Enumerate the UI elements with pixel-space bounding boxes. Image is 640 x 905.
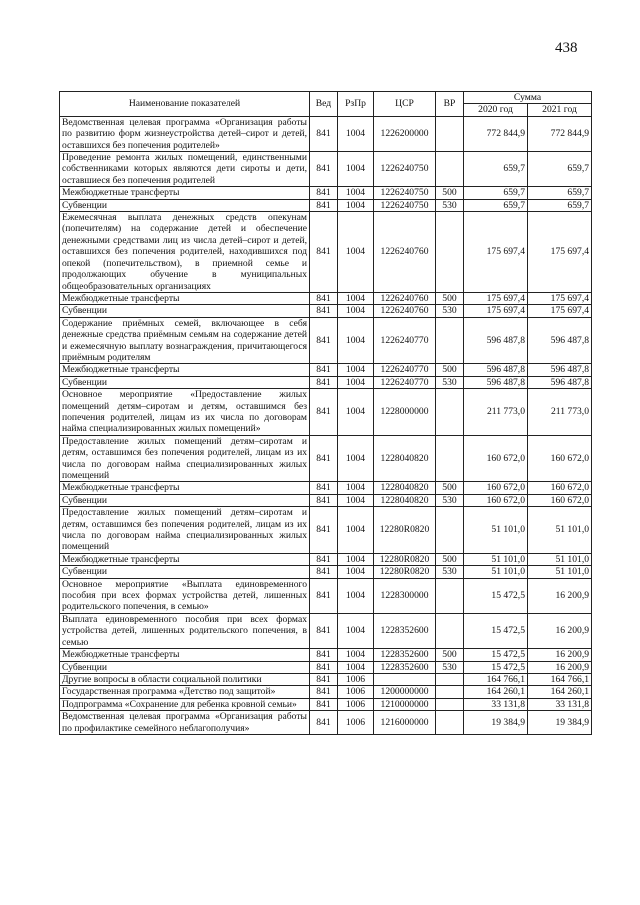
row-ved: 841 bbox=[310, 553, 338, 565]
row-sum-2021: 175 697,4 bbox=[528, 292, 592, 304]
row-ved: 841 bbox=[310, 698, 338, 710]
table-row bbox=[60, 566, 592, 578]
row-rzpr: 1004 bbox=[338, 152, 374, 187]
row-csr: 1226200000 bbox=[374, 116, 436, 151]
row-rzpr: 1004 bbox=[338, 613, 374, 648]
row-vr: 500 bbox=[436, 187, 464, 199]
row-name: Проведение ремонта жилых помещений, единственными собственниками которых являются дети сироты и дети, оставшиеся без попечения родителей bbox=[60, 152, 310, 187]
row-csr: 12280R0820 bbox=[374, 566, 436, 578]
row-csr: 1226240770 bbox=[374, 376, 436, 388]
table-row bbox=[60, 661, 592, 673]
row-rzpr: 1004 bbox=[338, 507, 374, 554]
header-year-2020: 2020 год bbox=[464, 104, 528, 116]
row-sum-2021: 16 200,9 bbox=[528, 649, 592, 661]
row-sum-2020: 160 672,0 bbox=[464, 435, 528, 482]
row-rzpr: 1004 bbox=[338, 212, 374, 293]
row-sum-2020: 659,7 bbox=[464, 152, 528, 187]
row-sum-2020: 175 697,4 bbox=[464, 305, 528, 317]
table-row bbox=[60, 686, 592, 698]
row-ved: 841 bbox=[310, 649, 338, 661]
row-vr: 500 bbox=[436, 364, 464, 376]
header-vr: ВР bbox=[436, 92, 464, 117]
row-csr: 1226240760 bbox=[374, 292, 436, 304]
table-row bbox=[60, 212, 592, 293]
table-row bbox=[60, 116, 592, 151]
row-vr bbox=[436, 673, 464, 685]
table-row bbox=[60, 613, 592, 648]
row-vr bbox=[436, 698, 464, 710]
row-sum-2021: 16 200,9 bbox=[528, 613, 592, 648]
table-body bbox=[60, 116, 592, 734]
row-csr: 1226240770 bbox=[374, 364, 436, 376]
row-ved: 841 bbox=[310, 317, 338, 364]
row-sum-2020: 51 101,0 bbox=[464, 566, 528, 578]
header-row bbox=[60, 92, 592, 104]
table-row bbox=[60, 711, 592, 735]
row-csr: 12280R0820 bbox=[374, 507, 436, 554]
header-rzpr: РзПр bbox=[338, 92, 374, 117]
row-ved: 841 bbox=[310, 305, 338, 317]
row-name: Основное мероприятие «Выплата единовременного пособия при всех формах устройства детей, лишенных родительского попечения, в семью» bbox=[60, 578, 310, 613]
row-sum-2020: 175 697,4 bbox=[464, 292, 528, 304]
row-ved: 841 bbox=[310, 482, 338, 494]
row-rzpr: 1004 bbox=[338, 661, 374, 673]
row-csr: 1226240750 bbox=[374, 199, 436, 211]
row-vr bbox=[436, 711, 464, 735]
row-rzpr: 1004 bbox=[338, 187, 374, 199]
row-sum-2020: 164 766,1 bbox=[464, 673, 528, 685]
table-row bbox=[60, 482, 592, 494]
row-sum-2020: 164 260,1 bbox=[464, 686, 528, 698]
row-csr: 1228352600 bbox=[374, 613, 436, 648]
row-vr: 500 bbox=[436, 482, 464, 494]
row-sum-2021: 164 766,1 bbox=[528, 673, 592, 685]
row-rzpr: 1004 bbox=[338, 578, 374, 613]
table-row bbox=[60, 152, 592, 187]
row-name: Межбюджетные трансферты bbox=[60, 364, 310, 376]
row-csr: 1210000000 bbox=[374, 698, 436, 710]
row-ved: 841 bbox=[310, 566, 338, 578]
row-name: Государственная программа «Детство под защитой» bbox=[60, 686, 310, 698]
row-name: Предоставление жилых помещений детям–сиротам и детям, оставшимся без попечения родителей, лицам из их числа по договорам найма специализированных жилых помещений bbox=[60, 507, 310, 554]
header-csr: ЦСР bbox=[374, 92, 436, 117]
row-name: Субвенции bbox=[60, 305, 310, 317]
row-vr: 530 bbox=[436, 376, 464, 388]
row-csr bbox=[374, 673, 436, 685]
table-row bbox=[60, 199, 592, 211]
header-name: Наименование показателей bbox=[60, 92, 310, 117]
row-ved: 841 bbox=[310, 199, 338, 211]
row-ved: 841 bbox=[310, 292, 338, 304]
row-vr bbox=[436, 389, 464, 436]
row-ved: 841 bbox=[310, 187, 338, 199]
row-sum-2021: 51 101,0 bbox=[528, 566, 592, 578]
row-csr: 12280R0820 bbox=[374, 553, 436, 565]
row-name: Предоставление жилых помещений детям–сиротам и детям, оставшимся без попечения родителей, лицам из их числа по договорам найма специализированных жилых помещений bbox=[60, 435, 310, 482]
table-row bbox=[60, 364, 592, 376]
row-sum-2020: 15 472,5 bbox=[464, 649, 528, 661]
header-sum: Сумма bbox=[464, 92, 592, 104]
row-ved: 841 bbox=[310, 673, 338, 685]
table-row bbox=[60, 649, 592, 661]
row-name: Межбюджетные трансферты bbox=[60, 187, 310, 199]
row-name: Основное мероприятие «Предоставление жилых помещений детям–сиротам и детям, оставшимся без попечения родителей, лицам из их числа по договорам найма специализированных жилых помещений» bbox=[60, 389, 310, 436]
row-ved: 841 bbox=[310, 661, 338, 673]
row-rzpr: 1004 bbox=[338, 649, 374, 661]
row-csr: 1226240760 bbox=[374, 212, 436, 293]
row-csr: 1226240750 bbox=[374, 152, 436, 187]
table-row bbox=[60, 389, 592, 436]
row-sum-2021: 211 773,0 bbox=[528, 389, 592, 436]
row-sum-2021: 51 101,0 bbox=[528, 507, 592, 554]
table-row bbox=[60, 376, 592, 388]
row-vr bbox=[436, 507, 464, 554]
row-sum-2021: 596 487,8 bbox=[528, 317, 592, 364]
row-rzpr: 1004 bbox=[338, 389, 374, 436]
row-csr: 1226240750 bbox=[374, 187, 436, 199]
row-vr bbox=[436, 212, 464, 293]
row-ved: 841 bbox=[310, 389, 338, 436]
row-sum-2020: 160 672,0 bbox=[464, 482, 528, 494]
row-sum-2021: 160 672,0 bbox=[528, 482, 592, 494]
row-name: Подпрограмма «Сохранение для ребенка кровной семьи» bbox=[60, 698, 310, 710]
row-rzpr: 1004 bbox=[338, 494, 374, 506]
row-name: Субвенции bbox=[60, 661, 310, 673]
row-ved: 841 bbox=[310, 212, 338, 293]
row-sum-2020: 51 101,0 bbox=[464, 507, 528, 554]
row-rzpr: 1004 bbox=[338, 553, 374, 565]
row-name: Межбюджетные трансферты bbox=[60, 553, 310, 565]
row-name: Субвенции bbox=[60, 566, 310, 578]
row-name: Межбюджетные трансферты bbox=[60, 292, 310, 304]
row-sum-2020: 211 773,0 bbox=[464, 389, 528, 436]
row-sum-2021: 160 672,0 bbox=[528, 435, 592, 482]
row-sum-2021: 16 200,9 bbox=[528, 661, 592, 673]
page-number: 438 bbox=[555, 40, 578, 56]
row-name: Субвенции bbox=[60, 199, 310, 211]
row-sum-2021: 33 131,8 bbox=[528, 698, 592, 710]
row-sum-2021: 160 672,0 bbox=[528, 494, 592, 506]
row-ved: 841 bbox=[310, 494, 338, 506]
table-row bbox=[60, 317, 592, 364]
row-vr: 500 bbox=[436, 292, 464, 304]
row-sum-2021: 51 101,0 bbox=[528, 553, 592, 565]
row-sum-2021: 175 697,4 bbox=[528, 212, 592, 293]
table-row bbox=[60, 305, 592, 317]
row-sum-2020: 33 131,8 bbox=[464, 698, 528, 710]
row-sum-2021: 596 487,8 bbox=[528, 376, 592, 388]
row-csr: 1216000000 bbox=[374, 711, 436, 735]
row-vr bbox=[436, 578, 464, 613]
row-sum-2020: 596 487,8 bbox=[464, 364, 528, 376]
row-rzpr: 1004 bbox=[338, 376, 374, 388]
row-csr: 1200000000 bbox=[374, 686, 436, 698]
row-ved: 841 bbox=[310, 507, 338, 554]
row-rzpr: 1004 bbox=[338, 482, 374, 494]
table-row bbox=[60, 698, 592, 710]
row-vr: 530 bbox=[436, 494, 464, 506]
table-row bbox=[60, 578, 592, 613]
row-name: Ежемесячная выплата денежных средств опекунам (попечителям) на содержание детей и обеспечение денежными средствами лиц из числа детей–сирот и детей, оставшихся без попечения родителей, находившихся под опекой (попечительством), в приемной семье и продолжающих обучение в муниципальных общеобразовательных организациях bbox=[60, 212, 310, 293]
row-name: Межбюджетные трансферты bbox=[60, 649, 310, 661]
row-name: Субвенции bbox=[60, 376, 310, 388]
row-vr bbox=[436, 686, 464, 698]
row-sum-2021: 175 697,4 bbox=[528, 305, 592, 317]
row-csr: 1228352600 bbox=[374, 649, 436, 661]
row-ved: 841 bbox=[310, 578, 338, 613]
row-sum-2020: 772 844,9 bbox=[464, 116, 528, 151]
row-vr: 500 bbox=[436, 553, 464, 565]
row-sum-2020: 19 384,9 bbox=[464, 711, 528, 735]
row-sum-2020: 15 472,5 bbox=[464, 661, 528, 673]
row-name: Выплата единовременного пособия при всех формах устройства детей, лишенных родительского попечения, в семью bbox=[60, 613, 310, 648]
row-vr bbox=[436, 317, 464, 364]
row-csr: 1226240760 bbox=[374, 305, 436, 317]
row-rzpr: 1006 bbox=[338, 711, 374, 735]
row-sum-2021: 596 487,8 bbox=[528, 364, 592, 376]
header-ved: Вед bbox=[310, 92, 338, 117]
row-vr: 530 bbox=[436, 661, 464, 673]
row-vr bbox=[436, 613, 464, 648]
row-csr: 1228040820 bbox=[374, 494, 436, 506]
row-name: Субвенции bbox=[60, 494, 310, 506]
row-rzpr: 1004 bbox=[338, 116, 374, 151]
row-sum-2020: 51 101,0 bbox=[464, 553, 528, 565]
row-rzpr: 1006 bbox=[338, 673, 374, 685]
table-row bbox=[60, 507, 592, 554]
row-rzpr: 1004 bbox=[338, 292, 374, 304]
row-vr: 530 bbox=[436, 199, 464, 211]
row-csr: 1228352600 bbox=[374, 661, 436, 673]
row-name: Межбюджетные трансферты bbox=[60, 482, 310, 494]
row-sum-2020: 596 487,8 bbox=[464, 376, 528, 388]
row-sum-2021: 659,7 bbox=[528, 187, 592, 199]
row-vr: 530 bbox=[436, 566, 464, 578]
row-sum-2021: 19 384,9 bbox=[528, 711, 592, 735]
row-sum-2020: 659,7 bbox=[464, 199, 528, 211]
row-name: Ведомственная целевая программа «Организация работы по развитию форм жизнеустройства детей–сирот и детей, оставшихся без попечения родителей» bbox=[60, 116, 310, 151]
row-name: Содержание приёмных семей, включающее в себя денежные средства приёмным семьям на содержание детей и ежемесячную выплату вознаграждения, причитающегося приёмным родителям bbox=[60, 317, 310, 364]
table-row bbox=[60, 435, 592, 482]
row-ved: 841 bbox=[310, 711, 338, 735]
row-sum-2020: 175 697,4 bbox=[464, 212, 528, 293]
row-rzpr: 1004 bbox=[338, 305, 374, 317]
row-sum-2021: 659,7 bbox=[528, 199, 592, 211]
row-sum-2021: 164 260,1 bbox=[528, 686, 592, 698]
table-row bbox=[60, 494, 592, 506]
budget-table bbox=[59, 91, 592, 735]
row-sum-2021: 772 844,9 bbox=[528, 116, 592, 151]
row-ved: 841 bbox=[310, 686, 338, 698]
row-sum-2020: 596 487,8 bbox=[464, 317, 528, 364]
table-row bbox=[60, 187, 592, 199]
row-sum-2021: 659,7 bbox=[528, 152, 592, 187]
row-rzpr: 1006 bbox=[338, 686, 374, 698]
row-ved: 841 bbox=[310, 435, 338, 482]
row-sum-2020: 659,7 bbox=[464, 187, 528, 199]
row-csr: 1228300000 bbox=[374, 578, 436, 613]
row-ved: 841 bbox=[310, 116, 338, 151]
row-sum-2021: 16 200,9 bbox=[528, 578, 592, 613]
row-csr: 1226240770 bbox=[374, 317, 436, 364]
row-rzpr: 1006 bbox=[338, 698, 374, 710]
row-ved: 841 bbox=[310, 152, 338, 187]
row-csr: 1228000000 bbox=[374, 389, 436, 436]
row-sum-2020: 160 672,0 bbox=[464, 494, 528, 506]
row-ved: 841 bbox=[310, 613, 338, 648]
table-row bbox=[60, 673, 592, 685]
row-vr: 530 bbox=[436, 305, 464, 317]
row-sum-2020: 15 472,5 bbox=[464, 613, 528, 648]
row-csr: 1228040820 bbox=[374, 482, 436, 494]
row-rzpr: 1004 bbox=[338, 566, 374, 578]
row-rzpr: 1004 bbox=[338, 317, 374, 364]
row-ved: 841 bbox=[310, 376, 338, 388]
header-year-2021: 2021 год bbox=[528, 104, 592, 116]
table-row bbox=[60, 553, 592, 565]
row-vr: 500 bbox=[436, 649, 464, 661]
row-vr bbox=[436, 435, 464, 482]
row-sum-2020: 15 472,5 bbox=[464, 578, 528, 613]
row-csr: 1228040820 bbox=[374, 435, 436, 482]
row-rzpr: 1004 bbox=[338, 435, 374, 482]
row-name: Ведомственная целевая программа «Организация работы по профилактике семейного неблагополучия» bbox=[60, 711, 310, 735]
row-name: Другие вопросы в области социальной политики bbox=[60, 673, 310, 685]
table-row bbox=[60, 292, 592, 304]
row-rzpr: 1004 bbox=[338, 364, 374, 376]
row-ved: 841 bbox=[310, 364, 338, 376]
row-vr bbox=[436, 116, 464, 151]
row-rzpr: 1004 bbox=[338, 199, 374, 211]
row-vr bbox=[436, 152, 464, 187]
